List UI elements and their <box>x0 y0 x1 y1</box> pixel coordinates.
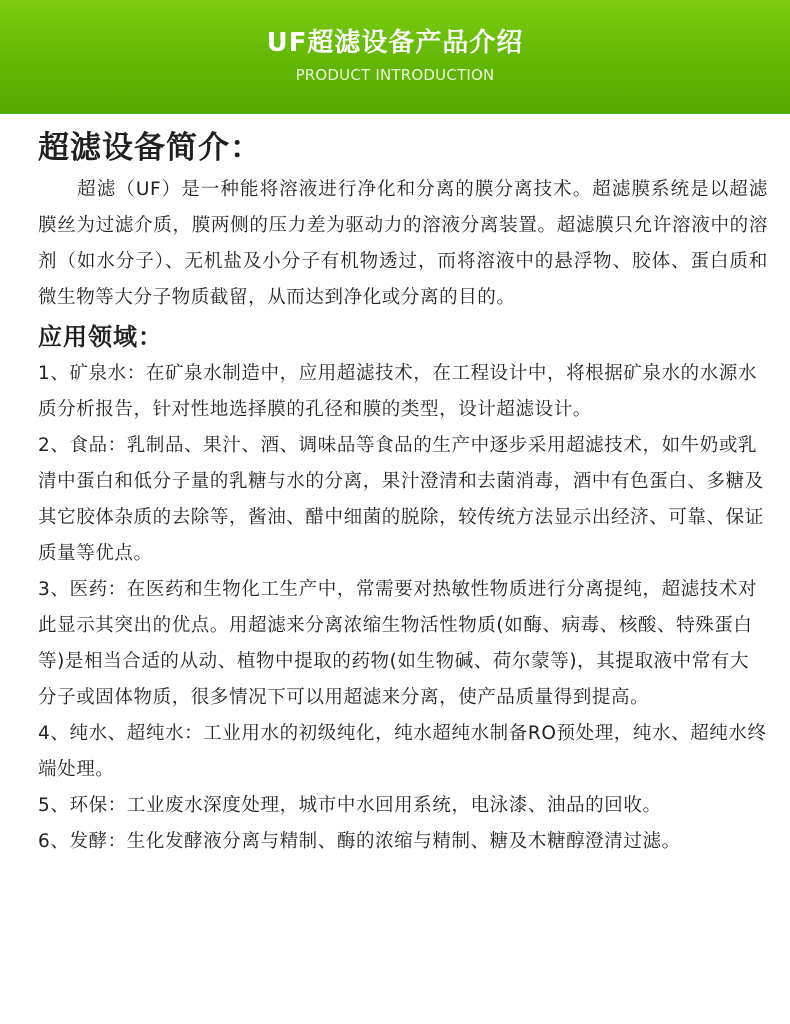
application-item-pure-water: 4、纯水、超纯水：工业用水的初级纯化，纯水超纯水制备RO预处理，纯水、超纯水终端处理。 <box>38 723 767 780</box>
banner-subtitle: PRODUCT INTRODUCTION <box>295 66 495 84</box>
application-item-fermentation: 6、发酵：生化发酵液分离与精制、酶的浓缩与精制、糖及木糖醇澄清过滤。 <box>38 831 681 852</box>
intro-paragraph: 超滤（UF）是一种能将溶液进行净化和分离的膜分离技术。超滤膜系统是以超滤膜丝为过滤介质，膜两侧的压力差为驱动力的溶液分离装置。超滤膜只允许溶液中的溶剂（如水分子）、无机盐及小分子有机物透过，而将溶液中的悬浮物、胶体、蛋白质和微生物等大分子物质截留，从而达到净化或分离的目的。 <box>38 179 768 308</box>
applications-heading: 应用领域： <box>38 323 163 351</box>
content-area <box>0 114 790 860</box>
application-item-environmental: 5、环保：工业废水深度处理，城市中水回用系统，电泳漆、油品的回收。 <box>38 795 662 816</box>
application-item-medicine: 3、医药：在医药和生物化工生产中，常需要对热敏性物质进行分离提纯，超滤技术对此显示其突出的优点。用超滤来分离浓缩生物活性物质(如酶、病毒、核酸、特殊蛋白等)是相当合适的从动、植物中提取的药物(如生物碱、荷尔蒙等)，其提取液中常有大分子或固体物质，很多情况下可以用超滤来分离，使产品质量得到提高。 <box>38 579 758 708</box>
application-item-food: 2、食品：乳制品、果汁、酒、调味品等食品的生产中逐步采用超滤技术，如牛奶或乳清中蛋白和低分子量的乳糖与水的分离，果汁澄清和去菌消毒，酒中有色蛋白、多糖及其它胶体杂质的去除等，酱油、醋中细菌的脱除，较传统方法显示出经济、可靠、保证质量等优点。 <box>38 435 764 564</box>
header-banner <box>0 0 790 114</box>
intro-heading: 超滤设备简介： <box>38 130 262 166</box>
application-item-mineral-water: 1、矿泉水：在矿泉水制造中，应用超滤技术，在工程设计中，将根据矿泉水的水源水质分析报告，针对性地选择膜的孔径和膜的类型，设计超滤设计。 <box>38 363 758 420</box>
banner-title: UF超滤设备产品介绍 <box>266 28 524 58</box>
